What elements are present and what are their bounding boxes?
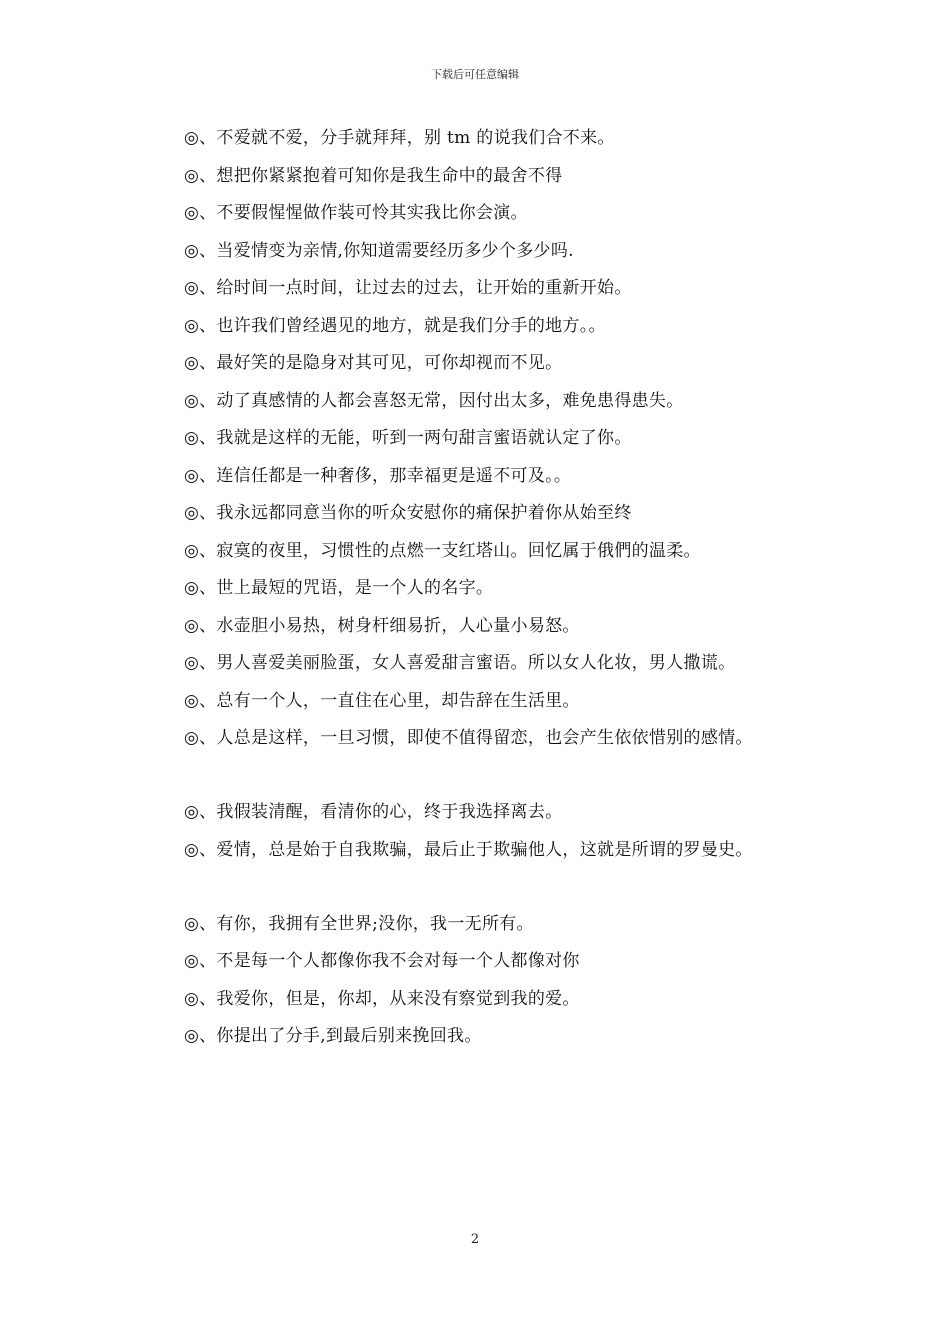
quote-line: ◎、总有一个人，一直住在心里，却告辞在生活里。 [184, 690, 580, 711]
quote-line: ◎、人总是这样，一旦习惯，即使不值得留恋，也会产生依依惜别的感情。 [184, 728, 753, 748]
quote-line: ◎、你提出了分手,到最后别来挽回我。 [184, 1026, 482, 1046]
quote-line: ◎、寂寞的夜里，习惯性的点燃一支红塔山。回忆属于俄們的温柔。 [184, 540, 701, 561]
quote-line: ◎、水壶胆小易热，树身杆细易折，人心量小易怒。 [184, 615, 580, 636]
quote-line: ◎、不是每一个人都像你我不会对每一个人都像对你 [184, 951, 580, 971]
quote-line: ◎、我假装清醒，看清你的心，终于我选择离去。 [184, 802, 563, 822]
quote-line: ◎、有你，我拥有全世界;没你，我一无所有。 [184, 913, 534, 934]
quote-line: ◎、我就是这样的无能，听到一两句甜言蜜语就认定了你。 [184, 428, 632, 448]
quote-line: ◎、也许我们曾经遇见的地方，就是我们分手的地方。。 [184, 315, 606, 336]
quote-line: ◎、男人喜爱美丽脸蛋，女人喜爱甜言蜜语。所以女人化妆，男人撒谎。 [184, 653, 736, 673]
quote-line: ◎、世上最短的咒语，是一个人的名字。 [184, 578, 494, 598]
quote-line: ◎、连信任都是一种奢侈，那幸福更是遥不可及。。 [184, 465, 572, 486]
quote-line: ◎、动了真感情的人都会喜怒无常，因付出太多，难免患得患失。 [184, 390, 684, 411]
quote-line: ◎、不要假惺惺做作装可怜其实我比你会演。 [184, 203, 528, 223]
quote-list [184, 124, 874, 1060]
quote-line: ◎、当爱情变为亲情,你知道需要经历多少个多少吗. [184, 240, 574, 261]
quote-line: ◎、给时间一点时间，让过去的过去，让开始的重新开始。 [184, 278, 632, 298]
quote-line: ◎、爱情，总是始于自我欺骗，最后止于欺骗他人，这就是所谓的罗曼史。 [184, 839, 753, 860]
quote-line: ◎、最好笑的是隐身对其可见，可你却视而不见。 [184, 353, 563, 373]
quote-line: ◎、不爱就不爱，分手就拜拜，别 tm 的说我们合不来。 [184, 128, 615, 148]
page-header: 下载后可任意编辑 [431, 68, 519, 81]
page-number: 2 [470, 1232, 480, 1247]
quote-line: ◎、我永远都同意当你的听众安慰你的痛保护着你从始至终 [184, 503, 632, 523]
quote-line: ◎、我爱你，但是，你却，从来没有察觉到我的爱。 [184, 988, 580, 1009]
quote-line: ◎、想把你紧紧抱着可知你是我生命中的最舍不得 [184, 165, 563, 186]
